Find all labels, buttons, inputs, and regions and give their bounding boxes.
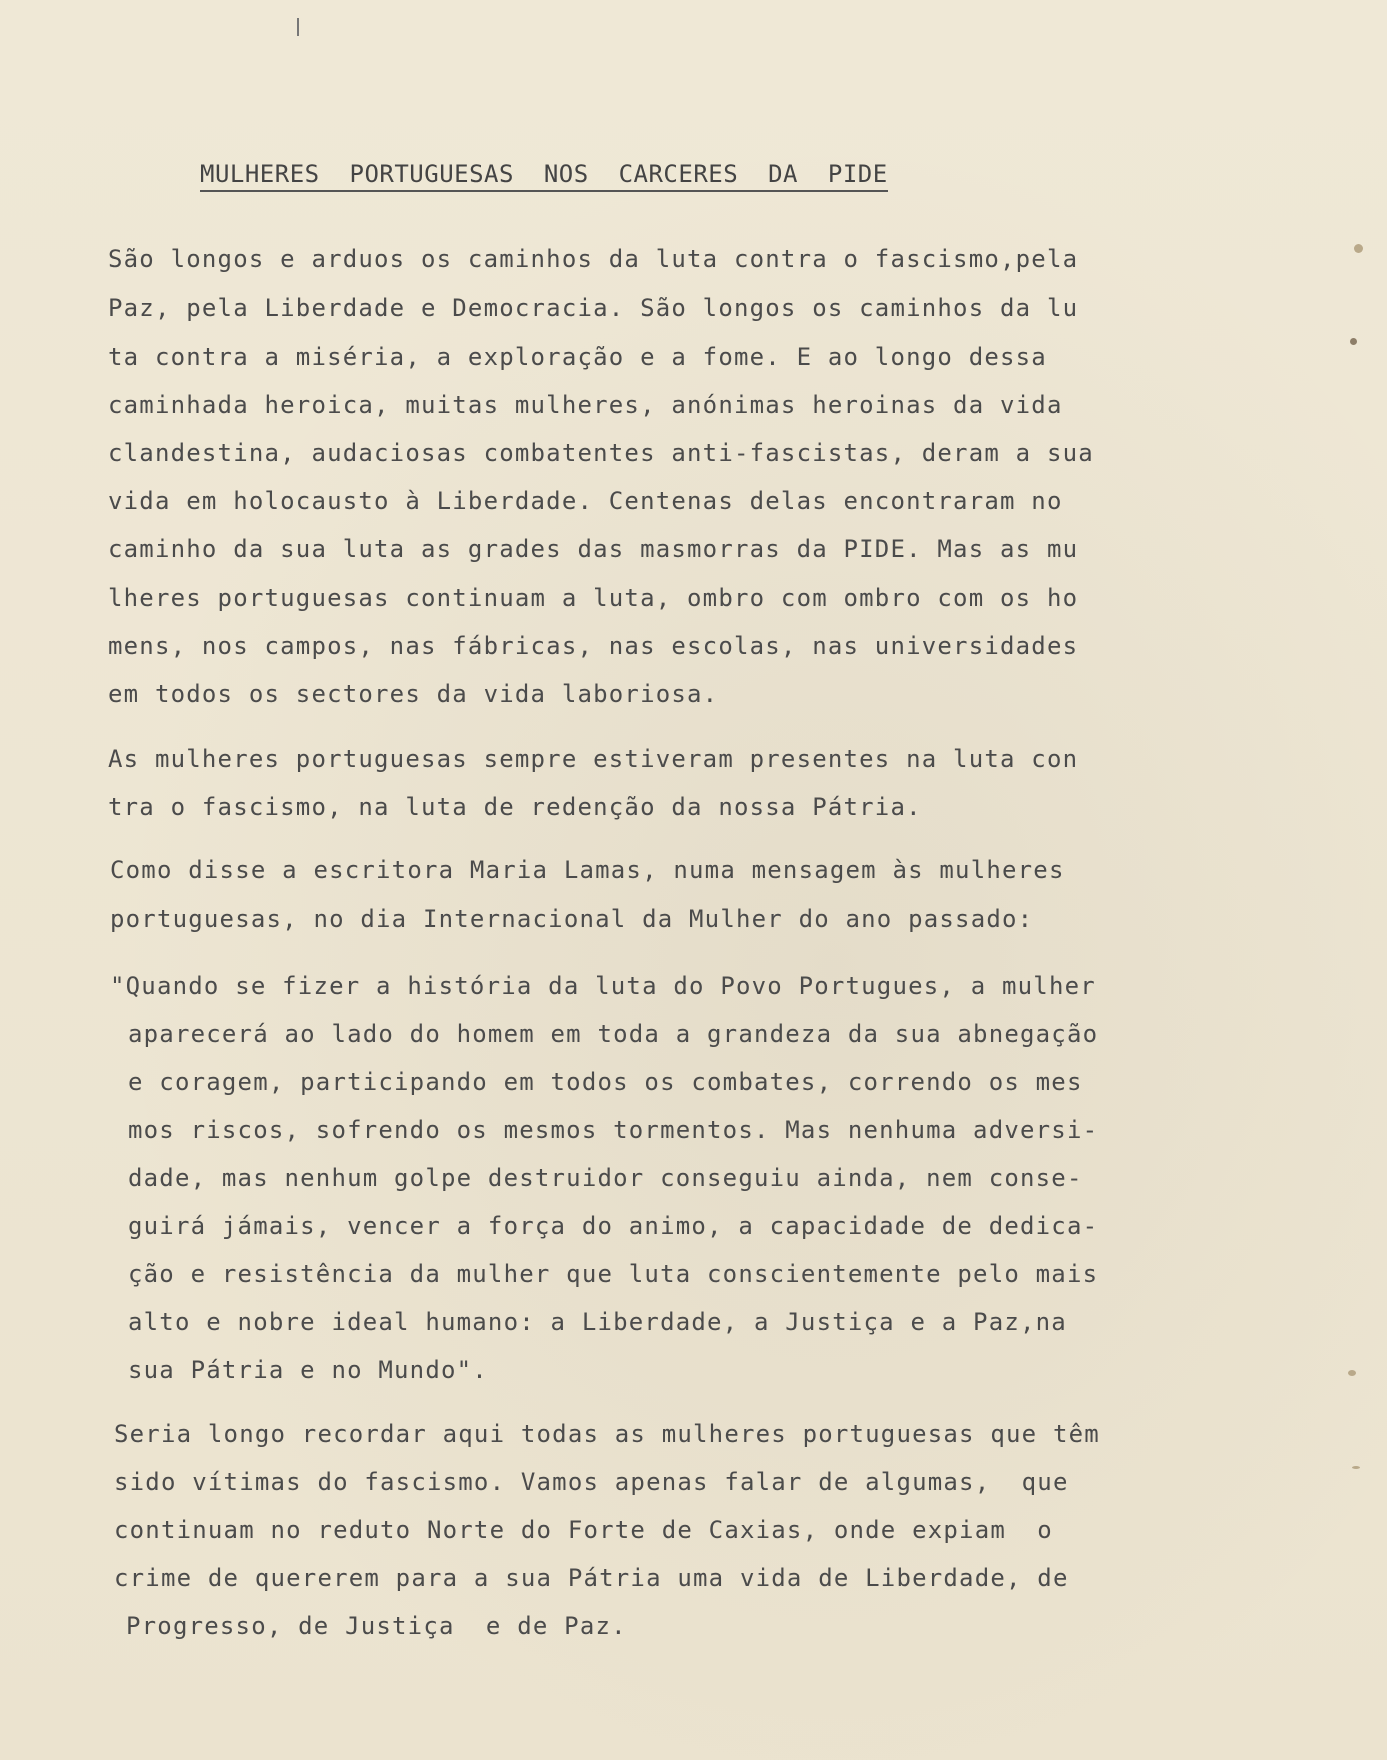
paragraph-4-line: sido vítimas do fascismo. Vamos apenas falar de algumas, que — [114, 1468, 1069, 1496]
paragraph-4-line: continuam no reduto Norte do Forte de Caxias, onde expiam o — [114, 1516, 1053, 1544]
paper-stain — [1350, 338, 1357, 345]
paragraph-1-line: Paz, pela Liberdade e Democracia. São longos os caminhos da lu — [108, 294, 1079, 322]
paper-stain — [1352, 1466, 1360, 1469]
paragraph-3-line: portuguesas, no dia Internacional da Mulher do ano passado: — [110, 905, 1034, 933]
quote-line: "Quando se fizer a história da luta do Povo Portugues, a mulher — [110, 972, 1096, 1000]
paper-stain — [1348, 1370, 1356, 1376]
quote-line: e coragem, participando em todos os combates, correndo os mes — [128, 1068, 1083, 1096]
quote-line: sua Pátria e no Mundo". — [128, 1356, 488, 1384]
quote-line: ção e resistência da mulher que luta conscientemente pelo mais — [128, 1260, 1099, 1288]
page-top-mark — [297, 18, 299, 36]
quote-line: guirá jámais, vencer a força do animo, a capacidade de dedica- — [128, 1212, 1099, 1240]
quote-line: mos riscos, sofrendo os mesmos tormentos. Mas nenhuma adversi- — [128, 1116, 1099, 1144]
paragraph-3-line: Como disse a escritora Maria Lamas, numa mensagem às mulheres — [110, 856, 1065, 884]
paragraph-1-line: ta contra a miséria, a exploração e a fome. E ao longo dessa — [108, 343, 1047, 371]
page-title: MULHERES PORTUGUESAS NOS CARCERES DA PIDE — [200, 160, 888, 192]
paragraph-4-line: Progresso, de Justiça e de Paz. — [126, 1612, 627, 1640]
paper-stain — [1354, 244, 1363, 253]
paragraph-1-line: caminho da sua luta as grades das masmorras da PIDE. Mas as mu — [108, 535, 1079, 563]
paragraph-4-line: crime de quererem para a sua Pátria uma vida de Liberdade, de — [114, 1564, 1069, 1592]
paragraph-1-line: mens, nos campos, nas fábricas, nas escolas, nas universidades — [108, 632, 1079, 660]
quote-line: dade, mas nenhum golpe destruidor conseguiu ainda, nem conse- — [128, 1164, 1083, 1192]
paragraph-4-line: Seria longo recordar aqui todas as mulheres portuguesas que têm — [114, 1420, 1100, 1448]
paragraph-1-line: São longos e arduos os caminhos da luta contra o fascismo,pela — [108, 245, 1079, 273]
paragraph-1-line: clandestina, audaciosas combatentes anti-fascistas, deram a sua — [108, 439, 1094, 467]
paragraph-1-line: caminhada heroica, muitas mulheres, anónimas heroinas da vida — [108, 391, 1063, 419]
quote-line: aparecerá ao lado do homem em toda a grandeza da sua abnegação — [128, 1020, 1099, 1048]
paragraph-1-line: lheres portuguesas continuam a luta, ombro com ombro com os ho — [108, 584, 1079, 612]
quote-line: alto e nobre ideal humano: a Liberdade, a Justiça e a Paz,na — [128, 1308, 1067, 1336]
paragraph-2-line: As mulheres portuguesas sempre estiveram presentes na luta con — [108, 745, 1079, 773]
paragraph-2-line: tra o fascismo, na luta de redenção da nossa Pátria. — [108, 793, 922, 821]
paragraph-1-line: em todos os sectores da vida laboriosa. — [108, 680, 719, 708]
paragraph-1-line: vida em holocausto à Liberdade. Centenas delas encontraram no — [108, 487, 1063, 515]
